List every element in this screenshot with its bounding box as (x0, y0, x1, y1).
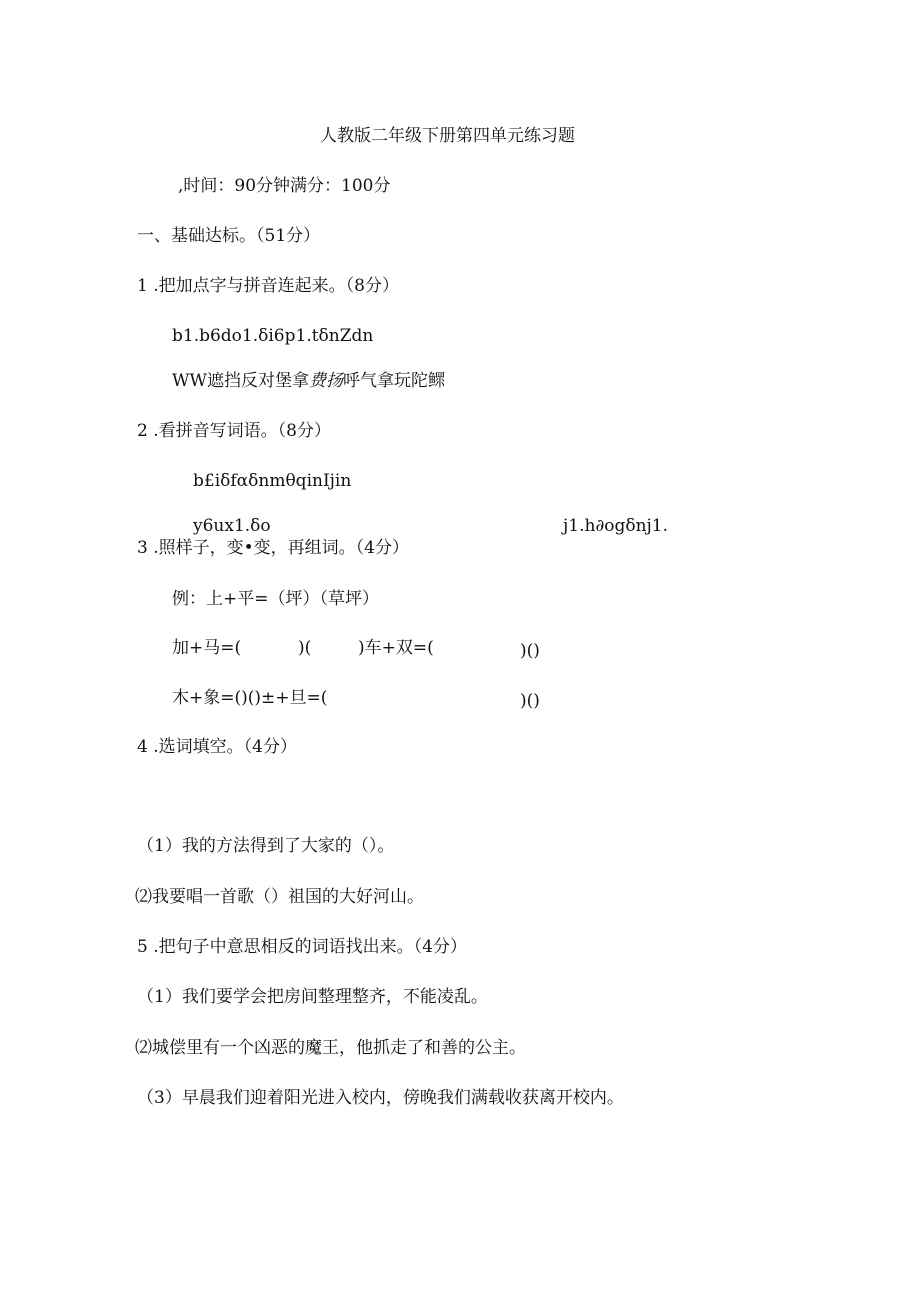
question-3-row-1-c: )车+双=( (358, 638, 434, 658)
question-2-pinyin-row-1: b£iδfαδnmθqinIjin (193, 471, 352, 491)
words-after: 呼气拿玩陀鳏 (342, 371, 445, 391)
page-title: 人教版二年级下册第四单元练习题 (320, 126, 575, 146)
question-4-item-2: ⑵我要唱一首歌（）祖国的大好河山。 (135, 887, 424, 907)
question-5-item-3: （3）早晨我们迎着阳光进入校内，傍晚我们满载收获离开校内。 (137, 1088, 624, 1108)
question-1-heading: 1 .把加点字与拼音连起来。（8分） (137, 276, 399, 296)
question-2-pinyin-row-2-right: j1.h∂ogδnj1. (563, 516, 669, 536)
question-5-heading: 5 .把句子中意思相反的词语找出来。（4分） (137, 937, 467, 957)
question-3-example: 例：上+平=（坪）（草坪） (172, 589, 379, 609)
words-italic: 费扬 (308, 371, 343, 391)
question-1-pinyin-row: b1.b6do1.δi6p1.tδnZdn (172, 326, 374, 346)
question-3-row-1-b: )( (298, 638, 312, 658)
question-3-heading: 3 .照样子，变•变，再组词。（4分） (137, 538, 409, 558)
question-3-row-1-d: )() (520, 641, 540, 661)
exam-meta: ,时间：90分钟满分：100分 (178, 176, 391, 196)
question-1-words-row (172, 370, 445, 392)
section-heading: 一、基础达标。（51分） (137, 226, 321, 246)
question-2-heading: 2 .看拼音写词语。（8分） (137, 421, 331, 441)
question-4-heading: 4 .选词填空。（4分） (137, 737, 297, 757)
question-4-item-1: （1）我的方法得到了大家的（）。 (137, 836, 395, 856)
question-5-item-2: ⑵城偿里有一个凶恶的魔王，他抓走了和善的公主。 (135, 1038, 526, 1058)
question-3-row-1-a: 加+马=( (172, 638, 242, 658)
question-3-row-2-b: )() (520, 691, 540, 711)
question-3-row-2-a: 木+象=()()±+旦=( (172, 688, 328, 708)
question-2-pinyin-row-2-left: y6ux1.δo (193, 516, 271, 536)
words-before: WW遮挡反对堡拿 (172, 371, 309, 391)
question-5-item-1: （1）我们要学会把房间整理整齐，不能凌乱。 (137, 987, 488, 1007)
